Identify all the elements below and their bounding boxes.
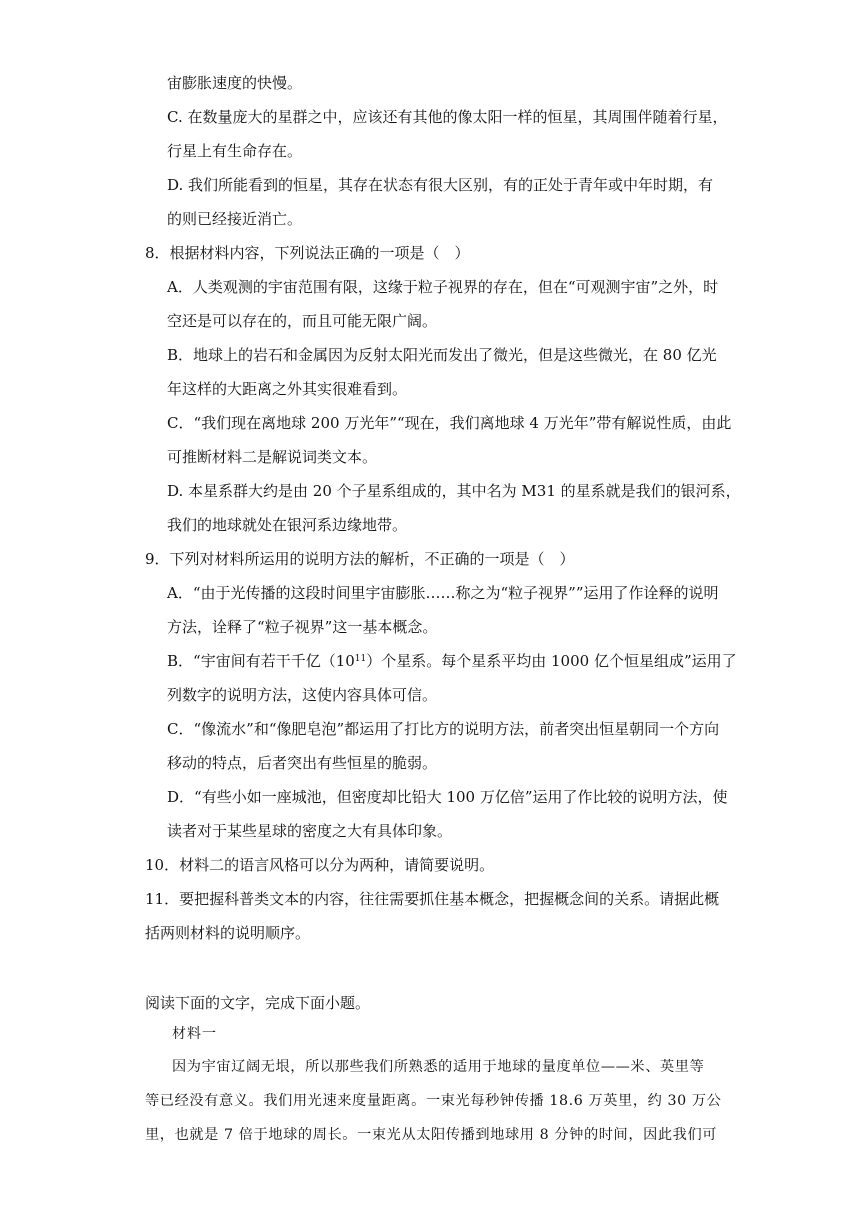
q11-stem-line1: 11．要把握科普类文本的内容，往往需要抓住基本概念，把握概念间的关系。请据此概 bbox=[145, 890, 720, 908]
q9-option-b-text-pre: B．“宇宙间有若干千亿（10 bbox=[167, 652, 355, 670]
q9-option-d-line1: D．“有些小如一座城池，但密度却比铅大 100 万亿倍”运用了作比较的说明方法，使 bbox=[167, 788, 728, 806]
q8-option-a-line2: 空还是可以存在的，而且可能无限广阔。 bbox=[167, 312, 438, 330]
q9-option-c-line1: C．“像流水”和“像肥皂泡”都运用了打比方的说明方法，前者突出恒星朝同一个方向 bbox=[167, 720, 720, 738]
q8-option-b-line1: B．地球上的岩石和金属因为反射太阳光而发出了微光，但是这些微光，在 80 亿光 bbox=[167, 346, 717, 364]
q10-stem: 10．材料二的语言风格可以分为两种，请简要说明。 bbox=[145, 856, 495, 874]
q9-option-b-line2: 列数字的说明方法，这使内容具体可信。 bbox=[167, 686, 438, 704]
material-title: 材料一 bbox=[172, 1026, 217, 1042]
q8-option-c-line2: 可推断材料二是解说词类文本。 bbox=[167, 448, 378, 466]
q9-stem: 9．下列对材料所运用的说明方法的解析，不正确的一项是（ ） bbox=[145, 550, 575, 568]
q9-option-c-line2: 移动的特点，后者突出有些恒星的脆弱。 bbox=[167, 754, 438, 772]
q9-option-b-exponent: 11 bbox=[354, 654, 367, 664]
q9-option-b-line1 bbox=[167, 651, 737, 671]
q7-option-b-continued: 宙膨胀速度的快慢。 bbox=[167, 74, 303, 92]
q8-stem: 8．根据材料内容，下列说法正确的一项是（ ） bbox=[145, 244, 470, 262]
q9-option-d-line2: 读者对于某些星球的密度之大有具体印象。 bbox=[167, 822, 453, 840]
q8-option-c-line1: C．“我们现在离地球 200 万光年”“现在，我们离地球 4 万光年”带有解说性质，由此 bbox=[167, 414, 732, 432]
q7-option-c-line2: 行星上有生命存在。 bbox=[167, 142, 303, 160]
q8-option-b-line2: 年这样的大距离之外其实很难看到。 bbox=[167, 380, 408, 398]
q11-stem-line2: 括两则材料的说明顺序。 bbox=[145, 924, 311, 942]
material-paragraph-line2: 等已经没有意义。我们用光速来度量距离。一束光每秒钟传播 18.6 万英里，约 30 万公 bbox=[145, 1093, 722, 1109]
q7-option-c-line1: C. 在数量庞大的星群之中，应该还有其他的像太阳一样的恒星，其周围伴随着行星， bbox=[167, 108, 728, 126]
q8-option-d-line1: D. 本星系群大约是由 20 个子星系组成的，其中名为 M31 的星系就是我们的银河系， bbox=[167, 482, 741, 500]
q9-option-b-text-post: ）个星系。每个星系平均由 1000 亿个恒星组成”运用了 bbox=[366, 652, 737, 670]
q7-option-d-line1: D. 我们所能看到的恒星，其存在状态有很大区别，有的正处于青年或中年时期，有 bbox=[167, 176, 714, 194]
q9-option-a-line1: A．“由于光传播的这段时间里宇宙膨胀……称之为“粒子视界””运用了作诠释的说明 bbox=[167, 584, 719, 602]
q7-option-d-line2: 的则已经接近消亡。 bbox=[167, 210, 303, 228]
q9-option-a-line2: 方法，诠释了“粒子视界”这一基本概念。 bbox=[167, 618, 438, 636]
q8-option-a-line1: A．人类观测的宇宙范围有限，这缘于粒子视界的存在，但在“可观测宇宙”之外，时 bbox=[167, 278, 719, 296]
q8-option-d-line2: 我们的地球就处在银河系边缘地带。 bbox=[167, 516, 408, 534]
material-paragraph-line1: 因为宇宙辽阔无垠，所以那些我们所熟悉的适用于地球的量度单位——米、英里等 bbox=[172, 1059, 705, 1075]
material-paragraph-line3: 里，也就是 7 倍于地球的周长。一束光从太阳传播到地球用 8 分钟的时间，因此我们可 bbox=[145, 1127, 718, 1143]
reading-instruction: 阅读下面的文字，完成下面小题。 bbox=[145, 994, 371, 1012]
